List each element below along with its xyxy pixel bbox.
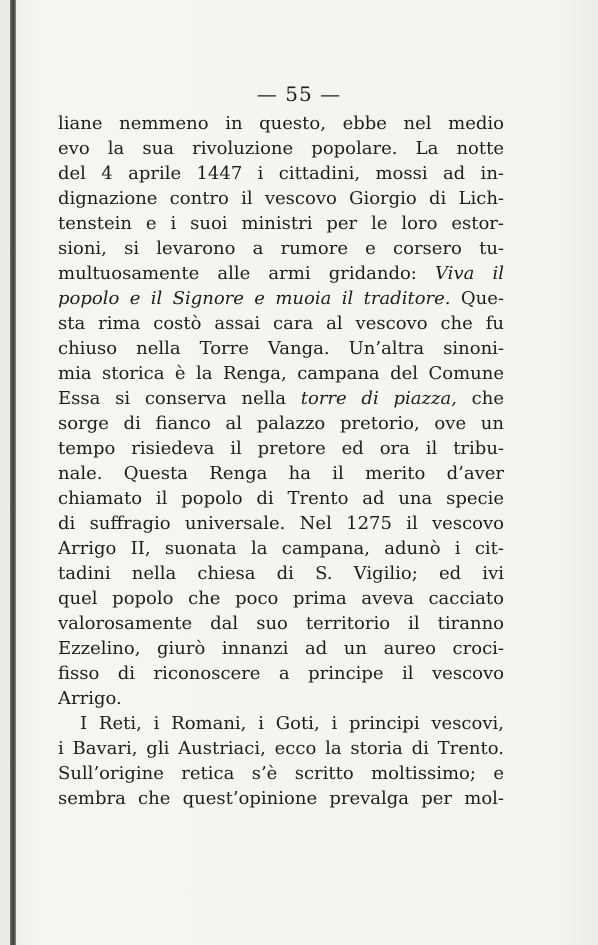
text-line	[58, 761, 504, 786]
text-run: che	[456, 388, 504, 409]
text-run: multuosamente alle armi gridando:	[58, 263, 435, 284]
text-line	[58, 461, 504, 486]
text-line	[58, 236, 504, 261]
binding-edge	[10, 0, 16, 945]
text-line	[58, 586, 504, 611]
text-run: evo la sua rivoluzione popolare. La notte	[58, 138, 504, 159]
italic-text: popolo e il Signore e muoia il traditore.	[58, 288, 451, 309]
text-run: di suffragio universale. Nel 1275 il vescovo	[58, 513, 504, 534]
text-line	[58, 736, 504, 761]
text-run: chiuso nella Torre Vanga. Un’altra sinoni-	[58, 338, 504, 359]
text-line	[58, 111, 504, 136]
text-run: Que-	[450, 288, 504, 309]
text-line	[58, 186, 504, 211]
text-line	[58, 211, 504, 236]
text-run: I Reti, i Romani, i Goti, i principi vescovi,	[80, 713, 504, 734]
text-line	[58, 786, 504, 811]
text-run: fisso di riconoscere a principe il vescovo	[58, 663, 504, 684]
text-line	[58, 311, 504, 336]
text-run: sioni, si levarono a rumore e corsero tu-	[58, 238, 504, 259]
text-line	[58, 536, 504, 561]
body-text	[58, 111, 504, 811]
text-run: Essa si conserva nella	[58, 388, 301, 409]
text-line	[58, 486, 504, 511]
text-run: nale. Questa Renga ha il merito d’aver	[58, 463, 504, 484]
text-line	[58, 261, 504, 286]
text-run: sta rima costò assai cara al vescovo che fu	[58, 313, 504, 334]
text-line	[58, 686, 504, 711]
text-run: mia storica è la Renga, campana del Comune	[58, 363, 504, 384]
text-run: quel popolo che poco prima aveva cacciato	[58, 588, 504, 609]
text-run: del 4 aprile 1447 i cittadini, mossi ad in-	[58, 163, 504, 184]
text-line	[58, 386, 504, 411]
text-line	[58, 711, 504, 736]
page-number: — 55 —	[256, 82, 342, 106]
text-run: valorosamente dal suo territorio il tiranno	[58, 613, 504, 634]
text-line	[58, 636, 504, 661]
text-run: Ezzelino, giurò innanzi ad un aureo croci-	[58, 638, 504, 659]
text-line	[58, 361, 504, 386]
text-run: dignazione contro il vescovo Giorgio di Lich-	[58, 188, 504, 209]
text-run: Arrigo II, suonata la campana, adunò i cit-	[58, 538, 504, 559]
text-line	[58, 611, 504, 636]
text-line	[58, 286, 504, 311]
text-line	[58, 336, 504, 361]
text-run: sorge di fianco al palazzo pretorio, ove un	[58, 413, 504, 434]
text-line	[58, 161, 504, 186]
text-run: chiamato il popolo di Trento ad una specie	[58, 488, 504, 509]
text-line	[58, 136, 504, 161]
text-line	[58, 436, 504, 461]
italic-text: torre di piazza,	[300, 388, 457, 409]
text-line	[58, 411, 504, 436]
text-run: tenstein e i suoi ministri per le loro estor-	[58, 213, 504, 234]
text-run: Arrigo.	[58, 688, 122, 709]
italic-text: Viva il	[435, 263, 504, 284]
text-run: sembra che quest’opinione prevalga per mol-	[58, 788, 504, 809]
text-line	[58, 661, 504, 686]
text-line	[58, 561, 504, 586]
text-run: tempo risiedeva il pretore ed ora il tribu-	[58, 438, 504, 459]
text-run: i Bavari, gli Austriaci, ecco la storia di Trento.	[58, 738, 504, 759]
text-run: Sull’origine retica s’è scritto moltissimo; e	[58, 763, 504, 784]
text-line	[58, 511, 504, 536]
text-run: liane nemmeno in questo, ebbe nel medio	[58, 113, 504, 134]
text-run: tadini nella chiesa di S. Vigilio; ed ivi	[58, 563, 504, 584]
